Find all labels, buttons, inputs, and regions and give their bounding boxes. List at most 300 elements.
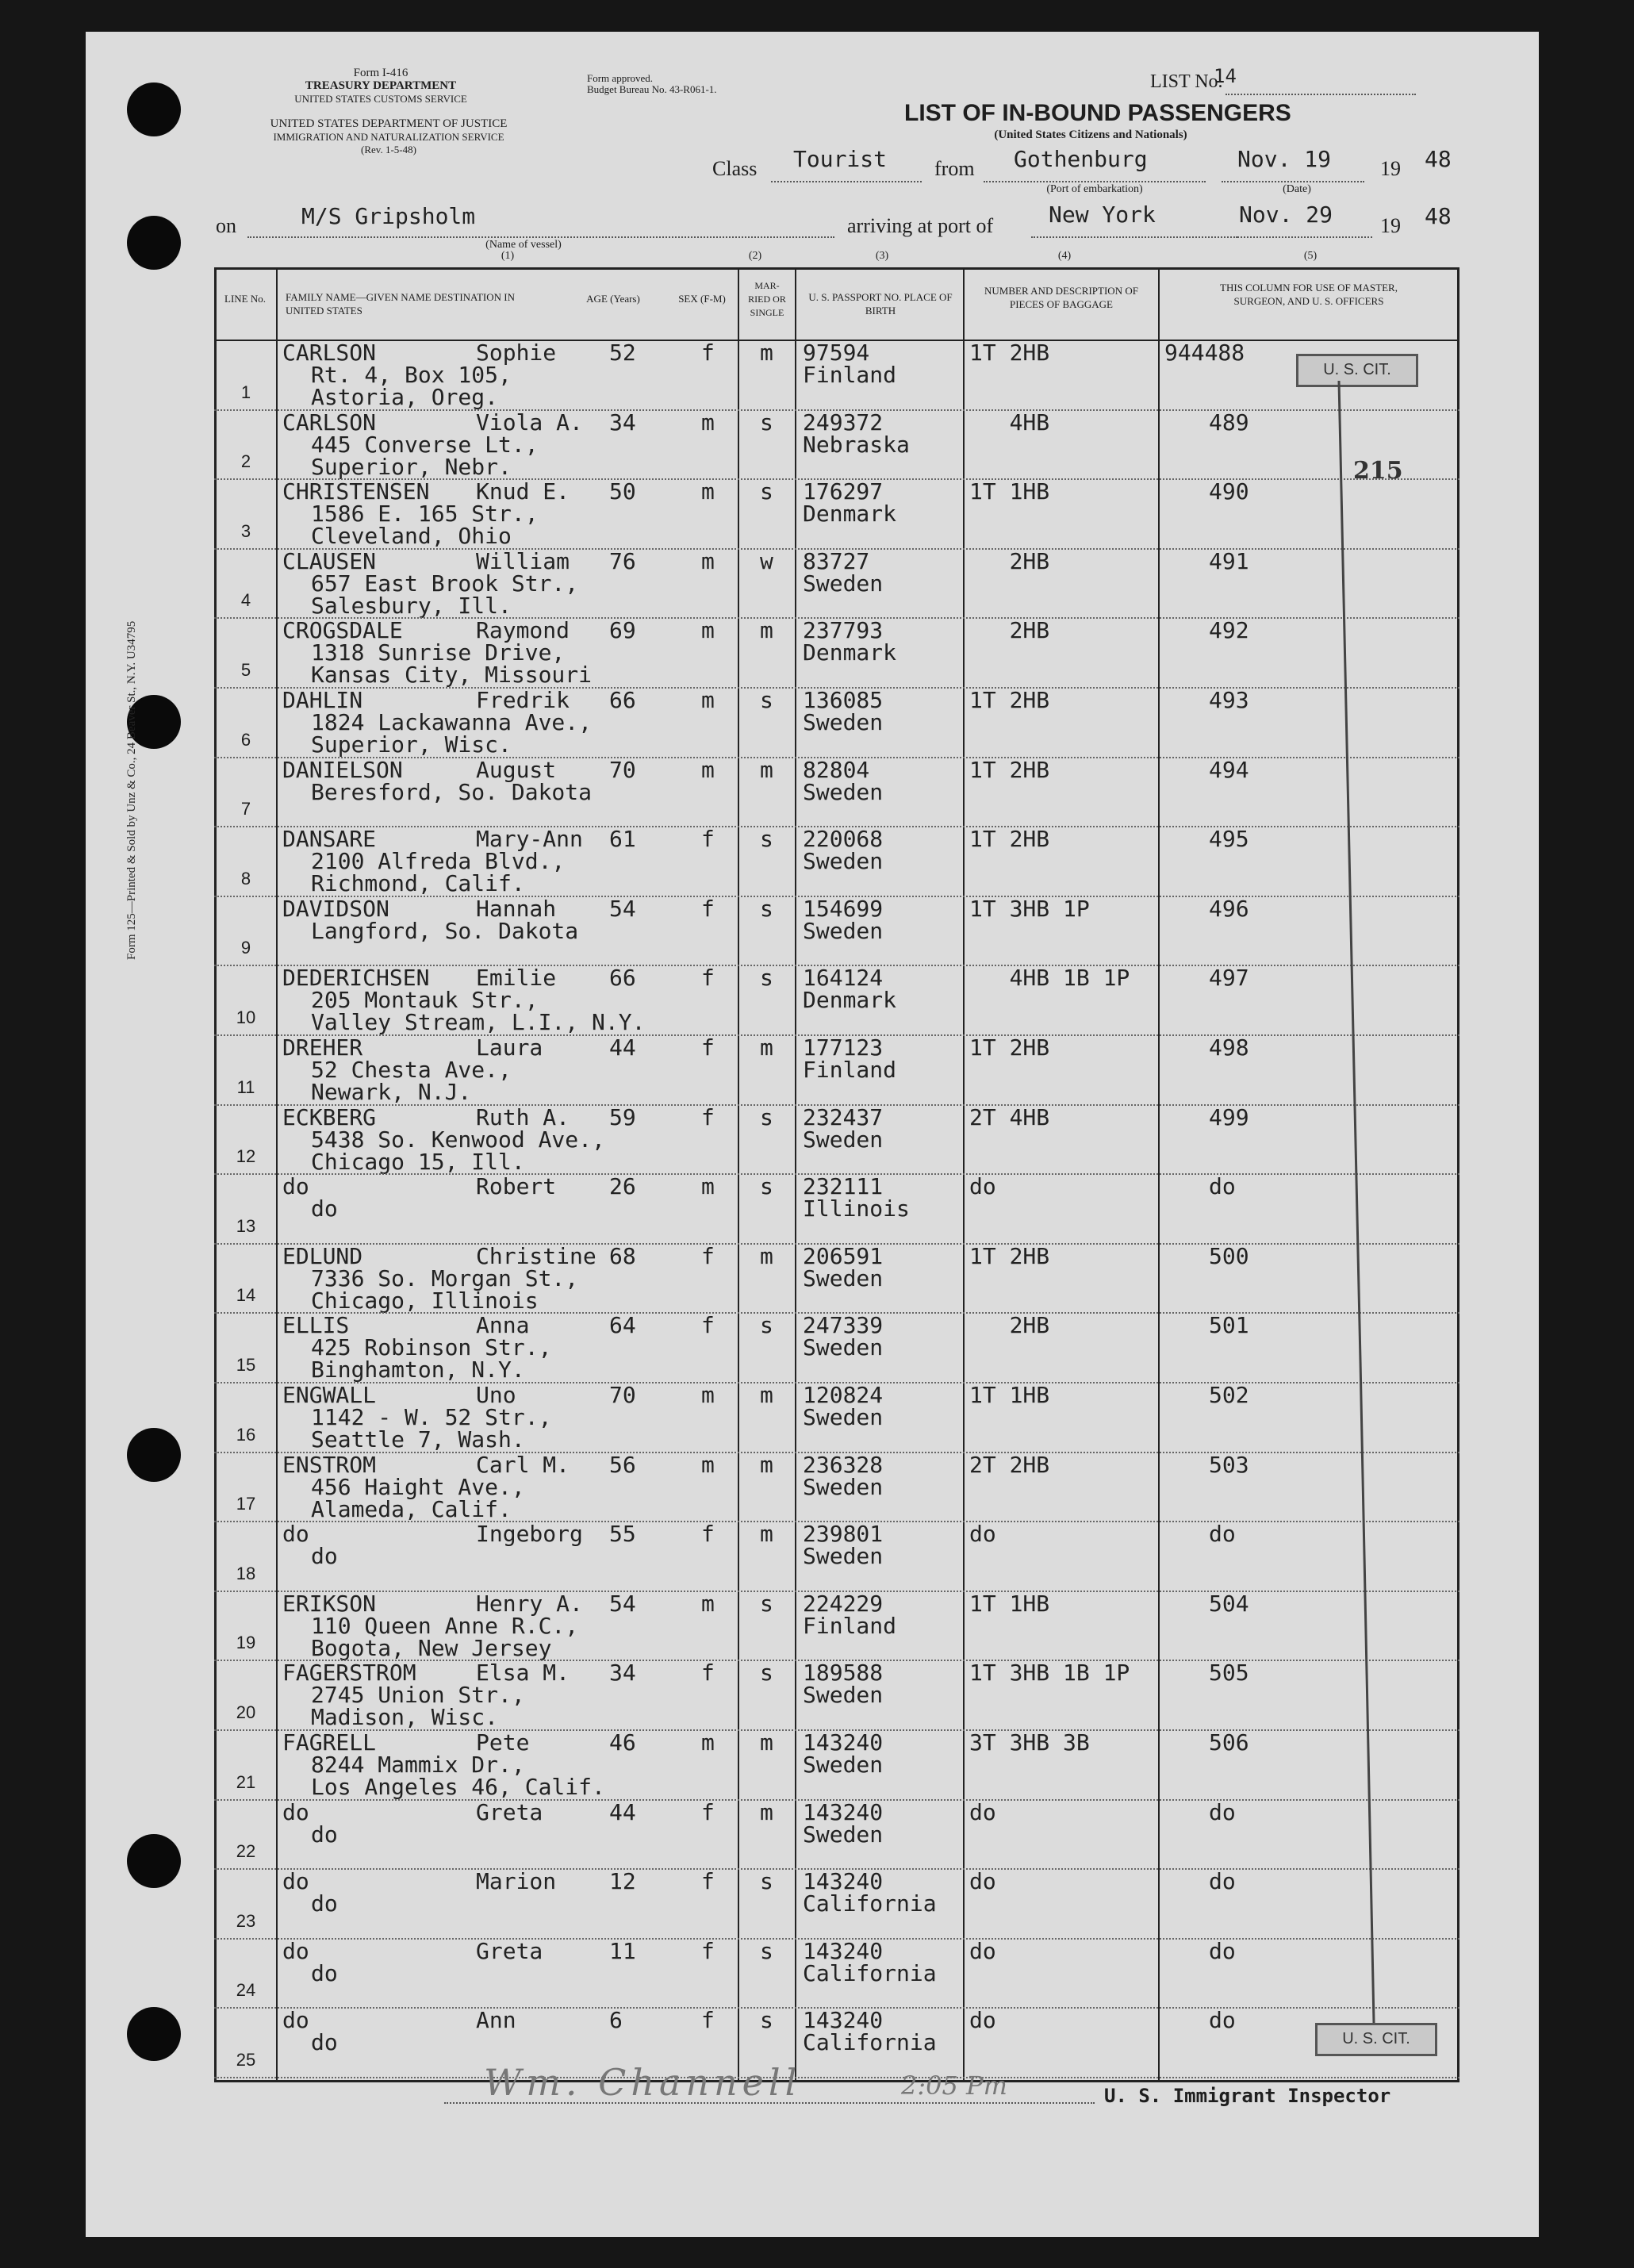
handwritten-number: 215 — [1353, 457, 1403, 485]
inspector-label: U. S. Immigrant Inspector — [1104, 2085, 1391, 2107]
passenger-sex: m — [701, 756, 715, 783]
passenger-address: Valley Stream, L.I., N.Y. — [311, 1009, 646, 1036]
passenger-baggage: do — [969, 2007, 996, 2034]
row-divider — [214, 1382, 1459, 1383]
line-number: 2 — [240, 451, 251, 472]
passenger-birthplace: Sweden — [803, 1752, 884, 1778]
passenger-marital-status: s — [760, 1312, 773, 1339]
passenger-baggage: 2HB — [969, 1312, 1050, 1339]
line-number: 1 — [240, 382, 251, 402]
header-baggage: NUMBER AND DESCRIPTION OF PIECES OF BAGGAGE — [984, 285, 1138, 310]
passenger-address: Langford, So. Dakota — [311, 917, 579, 944]
passenger-given-name: Henry A. — [476, 1590, 583, 1617]
officer-entry: do — [1209, 1798, 1236, 1825]
punch-hole — [127, 2007, 181, 2061]
passenger-marital-status: s — [760, 965, 773, 992]
passenger-marital-status: s — [760, 1590, 773, 1617]
passenger-address: 52 Chesta Ave., — [311, 1057, 512, 1083]
passenger-baggage: 1T 2HB — [969, 1034, 1050, 1061]
officer-entry: 505 — [1209, 1660, 1249, 1687]
printer-credit: Form 125—Printed & Sold by Unz & Co., 24 Beaver St., N.Y. U34795 — [125, 620, 138, 960]
passenger-marital-status: s — [760, 2007, 773, 2034]
us-citizen-stamp: U. S. CIT. — [1296, 354, 1418, 387]
passenger-birthplace: Sweden — [803, 1404, 884, 1430]
header-officers: THIS COLUMN FOR USE OF MASTER, SURGEON, AND U. S. OFFICERS — [1220, 282, 1398, 307]
passenger-sex: f — [701, 2007, 715, 2034]
passenger-age: 70 — [609, 1382, 636, 1408]
passenger-baggage: 1T 1HB — [969, 1590, 1050, 1617]
passenger-given-name: Ann — [476, 2007, 516, 2034]
passenger-given-name: Anna — [476, 1312, 530, 1339]
row-divider — [214, 2007, 1459, 2009]
passenger-birthplace: Sweden — [803, 1264, 884, 1291]
list-no-line — [1226, 94, 1416, 95]
row-divider — [214, 965, 1459, 966]
passenger-sex: f — [701, 1034, 715, 1061]
passenger-baggage: do — [969, 1173, 996, 1200]
officer-entry: 495 — [1209, 826, 1249, 853]
header-line: LINE No. — [224, 293, 266, 305]
line-number: 21 — [236, 1771, 256, 1792]
passenger-sex: f — [701, 1103, 715, 1130]
passenger-birthplace: Sweden — [803, 1126, 884, 1153]
time-note: 2:05 Pm — [901, 2070, 1007, 2101]
passenger-marital-status: m — [760, 340, 773, 366]
passenger-birthplace: Sweden — [803, 1473, 884, 1500]
passenger-age: 26 — [609, 1173, 636, 1200]
passenger-age: 54 — [609, 1590, 636, 1617]
officer-entry: 490 — [1209, 478, 1249, 505]
arrival-port: New York — [1049, 201, 1156, 228]
line-number: 22 — [236, 1841, 256, 1862]
vessel-caption: (Name of vessel) — [485, 239, 562, 251]
row-divider — [214, 1243, 1459, 1245]
arrival-date-line — [1237, 236, 1372, 238]
passenger-baggage: 1T 3HB 1B 1P — [969, 1660, 1130, 1687]
passenger-passport-no: 232437 — [803, 1103, 884, 1130]
passenger-family-name: ECKBERG — [282, 1103, 377, 1130]
passenger-given-name: Ingeborg — [476, 1521, 583, 1548]
passenger-address: Newark, N.J. — [311, 1079, 472, 1105]
passenger-birthplace: California — [803, 1959, 937, 1986]
passenger-age: 70 — [609, 756, 636, 783]
passenger-birthplace: Illinois — [803, 1195, 910, 1222]
line-number: 24 — [236, 1980, 256, 2001]
passenger-birthplace: California — [803, 2029, 937, 2056]
class-value: Tourist — [793, 146, 888, 172]
passenger-baggage: 2HB — [969, 617, 1050, 644]
officer-entry: do — [1209, 1521, 1236, 1548]
header-sex: SEX (F-M) — [678, 293, 726, 305]
passenger-family-name: FAGRELL — [282, 1729, 377, 1756]
passenger-given-name: Hannah — [476, 895, 557, 922]
passenger-family-name: DAVIDSON — [282, 895, 389, 922]
officer-entry: do — [1209, 1173, 1236, 1200]
passenger-age: 50 — [609, 478, 636, 505]
arrival-port-line — [1031, 236, 1237, 238]
row-divider — [214, 826, 1459, 827]
passenger-age: 66 — [609, 965, 636, 992]
passenger-birthplace: Sweden — [803, 709, 884, 735]
officer-entry: 491 — [1209, 547, 1249, 574]
line-number: 6 — [240, 729, 251, 750]
passenger-address: Binghamton, N.Y. — [311, 1357, 525, 1383]
passenger-address: Superior, Nebr. — [311, 453, 512, 480]
passenger-family-name: CHRISTENSEN — [282, 478, 430, 505]
depart-date: Nov. 19 — [1237, 146, 1332, 172]
passenger-sex: m — [701, 1173, 715, 1200]
passenger-passport-no: 247339 — [803, 1312, 884, 1339]
row-divider — [214, 548, 1459, 550]
passenger-marital-status: m — [760, 1521, 773, 1548]
passenger-family-name: do — [282, 1937, 309, 1964]
passenger-marital-status: s — [760, 478, 773, 505]
passenger-baggage: do — [969, 1798, 996, 1825]
col-num-1: (1) — [501, 250, 515, 262]
row-divider — [214, 478, 1459, 480]
passenger-address: 425 Robinson Str., — [311, 1334, 552, 1361]
line-number: 14 — [236, 1285, 256, 1306]
passenger-marital-status: m — [760, 1242, 773, 1269]
passenger-age: 52 — [609, 340, 636, 366]
line-number: 10 — [236, 1007, 256, 1027]
passenger-address: 1142 - W. 52 Str., — [311, 1404, 552, 1430]
arrival-century: 19 — [1380, 214, 1401, 237]
passenger-passport-no: 143240 — [803, 1868, 884, 1895]
officer-entry: 501 — [1209, 1312, 1249, 1339]
passenger-age: 34 — [609, 1660, 636, 1687]
passenger-baggage: 1T 2HB — [969, 340, 1050, 366]
passenger-birthplace: Denmark — [803, 501, 897, 528]
row-divider — [214, 2077, 1459, 2078]
passenger-given-name: August — [476, 756, 557, 783]
passenger-passport-no: 237793 — [803, 617, 884, 644]
passenger-birthplace: Sweden — [803, 778, 884, 805]
passenger-sex: f — [701, 1798, 715, 1825]
passenger-family-name: DREHER — [282, 1034, 363, 1061]
passenger-address: Superior, Wisc. — [311, 731, 512, 758]
passenger-passport-no: 143240 — [803, 1729, 884, 1756]
row-divider — [214, 1173, 1459, 1175]
line-number: 17 — [236, 1494, 256, 1514]
passenger-passport-no: 239801 — [803, 1521, 884, 1548]
col-num-2: (2) — [748, 250, 762, 262]
passenger-birthplace: Sweden — [803, 1821, 884, 1848]
passenger-sex: f — [701, 1937, 715, 1964]
passenger-given-name: Greta — [476, 1798, 543, 1825]
passenger-family-name: DEDERICHSEN — [282, 965, 430, 992]
passenger-given-name: William — [476, 547, 570, 574]
passenger-age: 12 — [609, 1868, 636, 1895]
from-value: Gothenburg — [1014, 146, 1148, 172]
passenger-marital-status: s — [760, 826, 773, 853]
passenger-sex: f — [701, 965, 715, 992]
passenger-birthplace: Finland — [803, 1057, 897, 1083]
passenger-address: 1824 Lackawanna Ave., — [311, 709, 593, 735]
passenger-sex: m — [701, 547, 715, 574]
passenger-sex: f — [701, 1312, 715, 1339]
passenger-family-name: CARLSON — [282, 340, 377, 366]
passenger-baggage: 4HB — [969, 409, 1050, 436]
row-divider — [214, 1799, 1459, 1801]
passenger-baggage: 2T 2HB — [969, 1451, 1050, 1478]
passenger-baggage: 1T 1HB — [969, 1382, 1050, 1408]
passenger-marital-status: s — [760, 1660, 773, 1687]
row-divider — [214, 1591, 1459, 1592]
passenger-birthplace: California — [803, 1890, 937, 1917]
passenger-given-name: Fredrik — [476, 687, 570, 713]
class-line — [771, 181, 922, 182]
list-no-value: 14 — [1214, 65, 1237, 87]
passenger-sex: m — [701, 1590, 715, 1617]
passenger-baggage: 2T 4HB — [969, 1103, 1050, 1130]
passenger-address: 2100 Alfreda Blvd., — [311, 848, 566, 875]
passenger-age: 44 — [609, 1034, 636, 1061]
passenger-passport-no: 176297 — [803, 478, 884, 505]
punch-hole — [127, 1834, 181, 1888]
passenger-address: 7336 So. Morgan St., — [311, 1264, 579, 1291]
passenger-passport-no: 232111 — [803, 1173, 884, 1200]
dept-ins: IMMIGRATION AND NATURALIZATION SERVICE — [273, 131, 504, 143]
passenger-address: 456 Haight Ave., — [311, 1473, 525, 1500]
passenger-age: 64 — [609, 1312, 636, 1339]
header-name: FAMILY NAME—GIVEN NAME DESTINATION IN UNITED STATES — [286, 291, 516, 317]
passenger-address: do — [311, 1959, 338, 1986]
passenger-age: 76 — [609, 547, 636, 574]
row-divider — [214, 1938, 1459, 1940]
officer-entry: do — [1209, 2007, 1236, 2034]
passenger-address: Madison, Wisc. — [311, 1704, 499, 1731]
passenger-birthplace: Sweden — [803, 1682, 884, 1709]
passenger-marital-status: m — [760, 1451, 773, 1478]
passenger-family-name: do — [282, 1173, 309, 1200]
on-label: on — [216, 214, 236, 237]
passenger-age: 34 — [609, 409, 636, 436]
passenger-passport-no: 189588 — [803, 1660, 884, 1687]
passenger-age: 56 — [609, 1451, 636, 1478]
passenger-address: 110 Queen Anne R.C., — [311, 1612, 579, 1639]
signature-line — [444, 2102, 1095, 2104]
passenger-address: Rt. 4, Box 105, — [311, 362, 512, 388]
passenger-age: 55 — [609, 1521, 636, 1548]
row-divider — [214, 1521, 1459, 1522]
header-passport: U. S. PASSPORT NO. PLACE OF BIRTH — [808, 291, 953, 317]
from-label: from — [934, 157, 975, 180]
passenger-baggage: 1T 3HB 1P — [969, 895, 1090, 922]
dept-customs: UNITED STATES CUSTOMS SERVICE — [294, 93, 467, 105]
officer-entry: do — [1209, 1868, 1236, 1895]
passenger-baggage: 1T 2HB — [969, 1242, 1050, 1269]
passenger-marital-status: m — [760, 1798, 773, 1825]
passenger-address: Kansas City, Missouri — [311, 662, 593, 689]
signature: Wm. Channell — [484, 2061, 802, 2104]
passenger-given-name: Pete — [476, 1729, 530, 1756]
passenger-baggage: do — [969, 1521, 996, 1548]
line-number: 15 — [236, 1355, 256, 1375]
passenger-marital-status: s — [760, 895, 773, 922]
passenger-given-name: Christine — [476, 1242, 596, 1269]
passenger-given-name: Laura — [476, 1034, 543, 1061]
passenger-address: 205 Montauk Str., — [311, 987, 539, 1014]
passenger-passport-no: 82804 — [803, 756, 870, 783]
passenger-sex: f — [701, 1521, 715, 1548]
officer-entry: 493 — [1209, 687, 1249, 713]
passenger-baggage: 1T 2HB — [969, 687, 1050, 713]
passenger-sex: f — [701, 1660, 715, 1687]
passenger-birthplace: Sweden — [803, 848, 884, 875]
line-number: 13 — [236, 1215, 256, 1236]
passenger-baggage: 2HB — [969, 547, 1050, 574]
passenger-sex: m — [701, 1451, 715, 1478]
col-num-4: (4) — [1057, 250, 1072, 262]
passenger-passport-no: 224229 — [803, 1590, 884, 1617]
passenger-sex: f — [701, 1868, 715, 1895]
passenger-sex: f — [701, 826, 715, 853]
passenger-baggage: 3T 3HB 3B — [969, 1729, 1090, 1756]
passenger-address: Beresford, So. Dakota — [311, 778, 593, 805]
passenger-birthplace: Denmark — [803, 987, 897, 1014]
passenger-given-name: Emilie — [476, 965, 557, 992]
row-divider — [214, 1868, 1459, 1870]
budget-bureau: Budget Bureau No. 43-R061-1. — [587, 83, 717, 95]
passenger-given-name: Elsa M. — [476, 1660, 570, 1687]
passenger-sex: m — [701, 478, 715, 505]
passenger-sex: m — [701, 1729, 715, 1756]
punch-hole — [127, 1428, 181, 1482]
passenger-age: 54 — [609, 895, 636, 922]
passenger-sex: m — [701, 617, 715, 644]
passenger-age: 46 — [609, 1729, 636, 1756]
passenger-passport-no: 236328 — [803, 1451, 884, 1478]
row-divider — [214, 1660, 1459, 1661]
date-caption: (Date) — [1283, 183, 1311, 195]
passenger-marital-status: w — [760, 547, 773, 574]
passenger-address: 5438 So. Kenwood Ave., — [311, 1126, 605, 1153]
passenger-baggage: 4HB 1B 1P — [969, 965, 1130, 992]
passenger-birthplace: Denmark — [803, 639, 897, 666]
class-label: Class — [712, 157, 758, 180]
line-number: 9 — [240, 938, 251, 958]
line-number: 3 — [240, 520, 251, 541]
line-number: 20 — [236, 1702, 256, 1722]
passenger-address: do — [311, 1890, 338, 1917]
passenger-given-name: Mary-Ann — [476, 826, 583, 853]
officer-entry: 506 — [1209, 1729, 1249, 1756]
passenger-given-name: Knud E. — [476, 478, 570, 505]
passenger-address: Richmond, Calif. — [311, 870, 525, 897]
line-number: 23 — [236, 1910, 256, 1931]
depart-year: 48 — [1425, 146, 1452, 172]
col-num-5: (5) — [1303, 250, 1318, 262]
line-number: 12 — [236, 1146, 256, 1167]
passenger-address: Los Angeles 46, Calif. — [311, 1774, 605, 1800]
line-number: 8 — [240, 868, 251, 888]
passenger-given-name: Robert — [476, 1173, 557, 1200]
passenger-sex: f — [701, 895, 715, 922]
form-title: LIST OF IN-BOUND PASSENGERS — [904, 100, 1291, 126]
passenger-address: 445 Converse Lt., — [311, 431, 539, 458]
passenger-baggage: do — [969, 1937, 996, 1964]
passenger-address: 1318 Sunrise Drive, — [311, 639, 566, 666]
form-number: Form I-416 — [353, 67, 408, 79]
passenger-sex: m — [701, 1382, 715, 1408]
row-divider — [214, 409, 1459, 411]
passenger-family-name: CARLSON — [282, 409, 377, 436]
passenger-family-name: EDLUND — [282, 1242, 363, 1269]
passenger-sex: m — [701, 409, 715, 436]
passenger-age: 6 — [609, 2007, 623, 2034]
passenger-age: 68 — [609, 1242, 636, 1269]
officer-entry: 492 — [1209, 617, 1249, 644]
checking-line — [1333, 381, 1380, 2031]
row-divider — [214, 1034, 1459, 1036]
passenger-passport-no: 249372 — [803, 409, 884, 436]
officer-entry: 503 — [1209, 1451, 1249, 1478]
passenger-birthplace: Finland — [803, 362, 897, 388]
passenger-passport-no: 220068 — [803, 826, 884, 853]
passenger-birthplace: Sweden — [803, 1334, 884, 1361]
row-divider — [214, 617, 1459, 619]
passenger-given-name: Viola A. — [476, 409, 583, 436]
passenger-age: 11 — [609, 1937, 636, 1964]
passenger-marital-status: m — [760, 1382, 773, 1408]
passenger-address: Cleveland, Ohio — [311, 523, 512, 550]
passenger-given-name: Carl M. — [476, 1451, 570, 1478]
passenger-family-name: CLAUSEN — [282, 547, 377, 574]
passenger-marital-status: s — [760, 1103, 773, 1130]
passenger-sex: f — [701, 1242, 715, 1269]
officer-entry: 944488 — [1164, 340, 1245, 366]
passenger-age: 61 — [609, 826, 636, 853]
passenger-passport-no: 154699 — [803, 895, 884, 922]
passenger-marital-status: m — [760, 756, 773, 783]
passenger-passport-no: 143240 — [803, 1937, 884, 1964]
passenger-address: 1586 E. 165 Str., — [311, 501, 539, 528]
punch-hole — [127, 216, 181, 270]
us-citizen-stamp: U. S. CIT. — [1315, 2023, 1437, 2056]
line-number: 16 — [236, 1424, 256, 1445]
row-divider — [214, 687, 1459, 689]
passenger-address: Alameda, Calif. — [311, 1495, 512, 1522]
line-number: 4 — [240, 590, 251, 611]
passenger-address: Seattle 7, Wash. — [311, 1426, 525, 1453]
passenger-given-name: Marion — [476, 1868, 557, 1895]
passenger-address: 8244 Mammix Dr., — [311, 1752, 525, 1778]
arrival-year: 48 — [1425, 203, 1452, 229]
passenger-family-name: ERIKSON — [282, 1590, 377, 1617]
passenger-marital-status: m — [760, 617, 773, 644]
passenger-passport-no: 83727 — [803, 547, 870, 574]
passenger-marital-status: s — [760, 1868, 773, 1895]
passenger-address: Chicago 15, Ill. — [311, 1148, 525, 1175]
passenger-passport-no: 120824 — [803, 1382, 884, 1408]
depart-century: 19 — [1380, 157, 1401, 180]
passenger-marital-status: m — [760, 1729, 773, 1756]
col-num-3: (3) — [875, 250, 889, 262]
passenger-marital-status: s — [760, 1173, 773, 1200]
line-number: 18 — [236, 1563, 256, 1583]
arriving-label: arriving at port of — [847, 214, 994, 237]
header-married: MAR- RIED OR SINGLE — [748, 280, 786, 318]
passenger-family-name: do — [282, 2007, 309, 2034]
passenger-given-name: Raymond — [476, 617, 570, 644]
passenger-age: 59 — [609, 1103, 636, 1130]
row-divider — [214, 1452, 1459, 1453]
passenger-given-name: Sophie — [476, 340, 557, 366]
arrival-date: Nov. 29 — [1239, 201, 1333, 228]
passenger-age: 44 — [609, 1798, 636, 1825]
passenger-birthplace: Sweden — [803, 570, 884, 597]
